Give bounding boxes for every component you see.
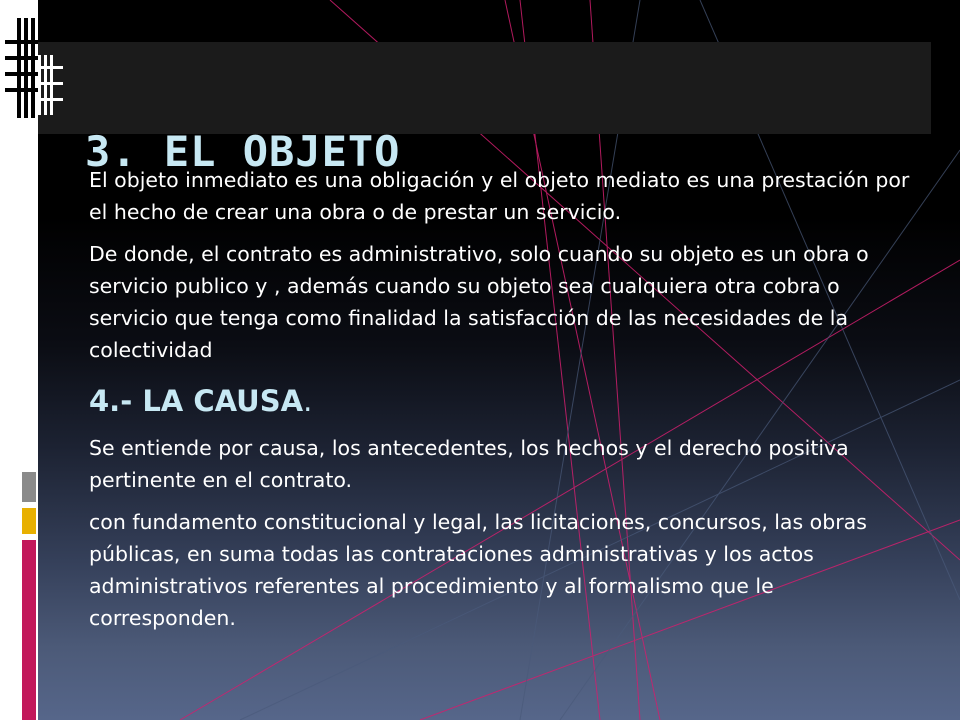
subheading-causa-punct: . [303, 384, 313, 418]
paragraph-causa-1: Se entiende por causa, los antecedentes, los hechos y el derecho positiva pertinente en el contrato. [89, 436, 849, 492]
subheading-causa-text: 4.- LA CAUSA [89, 384, 304, 418]
accent-bar-yellow [22, 508, 36, 534]
accent-bar-magenta [22, 540, 36, 720]
paragraph-objeto-1: El objeto inmediato es una obligación y el objeto mediato es una prestación por el hecho de crear una obra o de prestar un servicio. [89, 168, 910, 224]
accent-bar-gray [22, 472, 36, 502]
slide-content [89, 164, 924, 644]
paragraph-objeto-2: De donde, el contrato es administrativo, solo cuando su objeto es un obra o servicio publico y , además cuando su objeto sea cualquiera otra cobra o servicio que tenga como finalidad la satisfacción de las necesidades de la colectividad [89, 242, 869, 362]
slide-title: 3. EL OBJETO [85, 127, 401, 176]
paragraph-causa-2: con fundamento constitucional y legal, las licitaciones, concursos, las obras públicas, en suma todas las contrataciones administrativas y los actos administrativos referentes al procedimiento y al formalismo que le corresponden. [89, 510, 867, 630]
subheading-causa [89, 384, 924, 418]
